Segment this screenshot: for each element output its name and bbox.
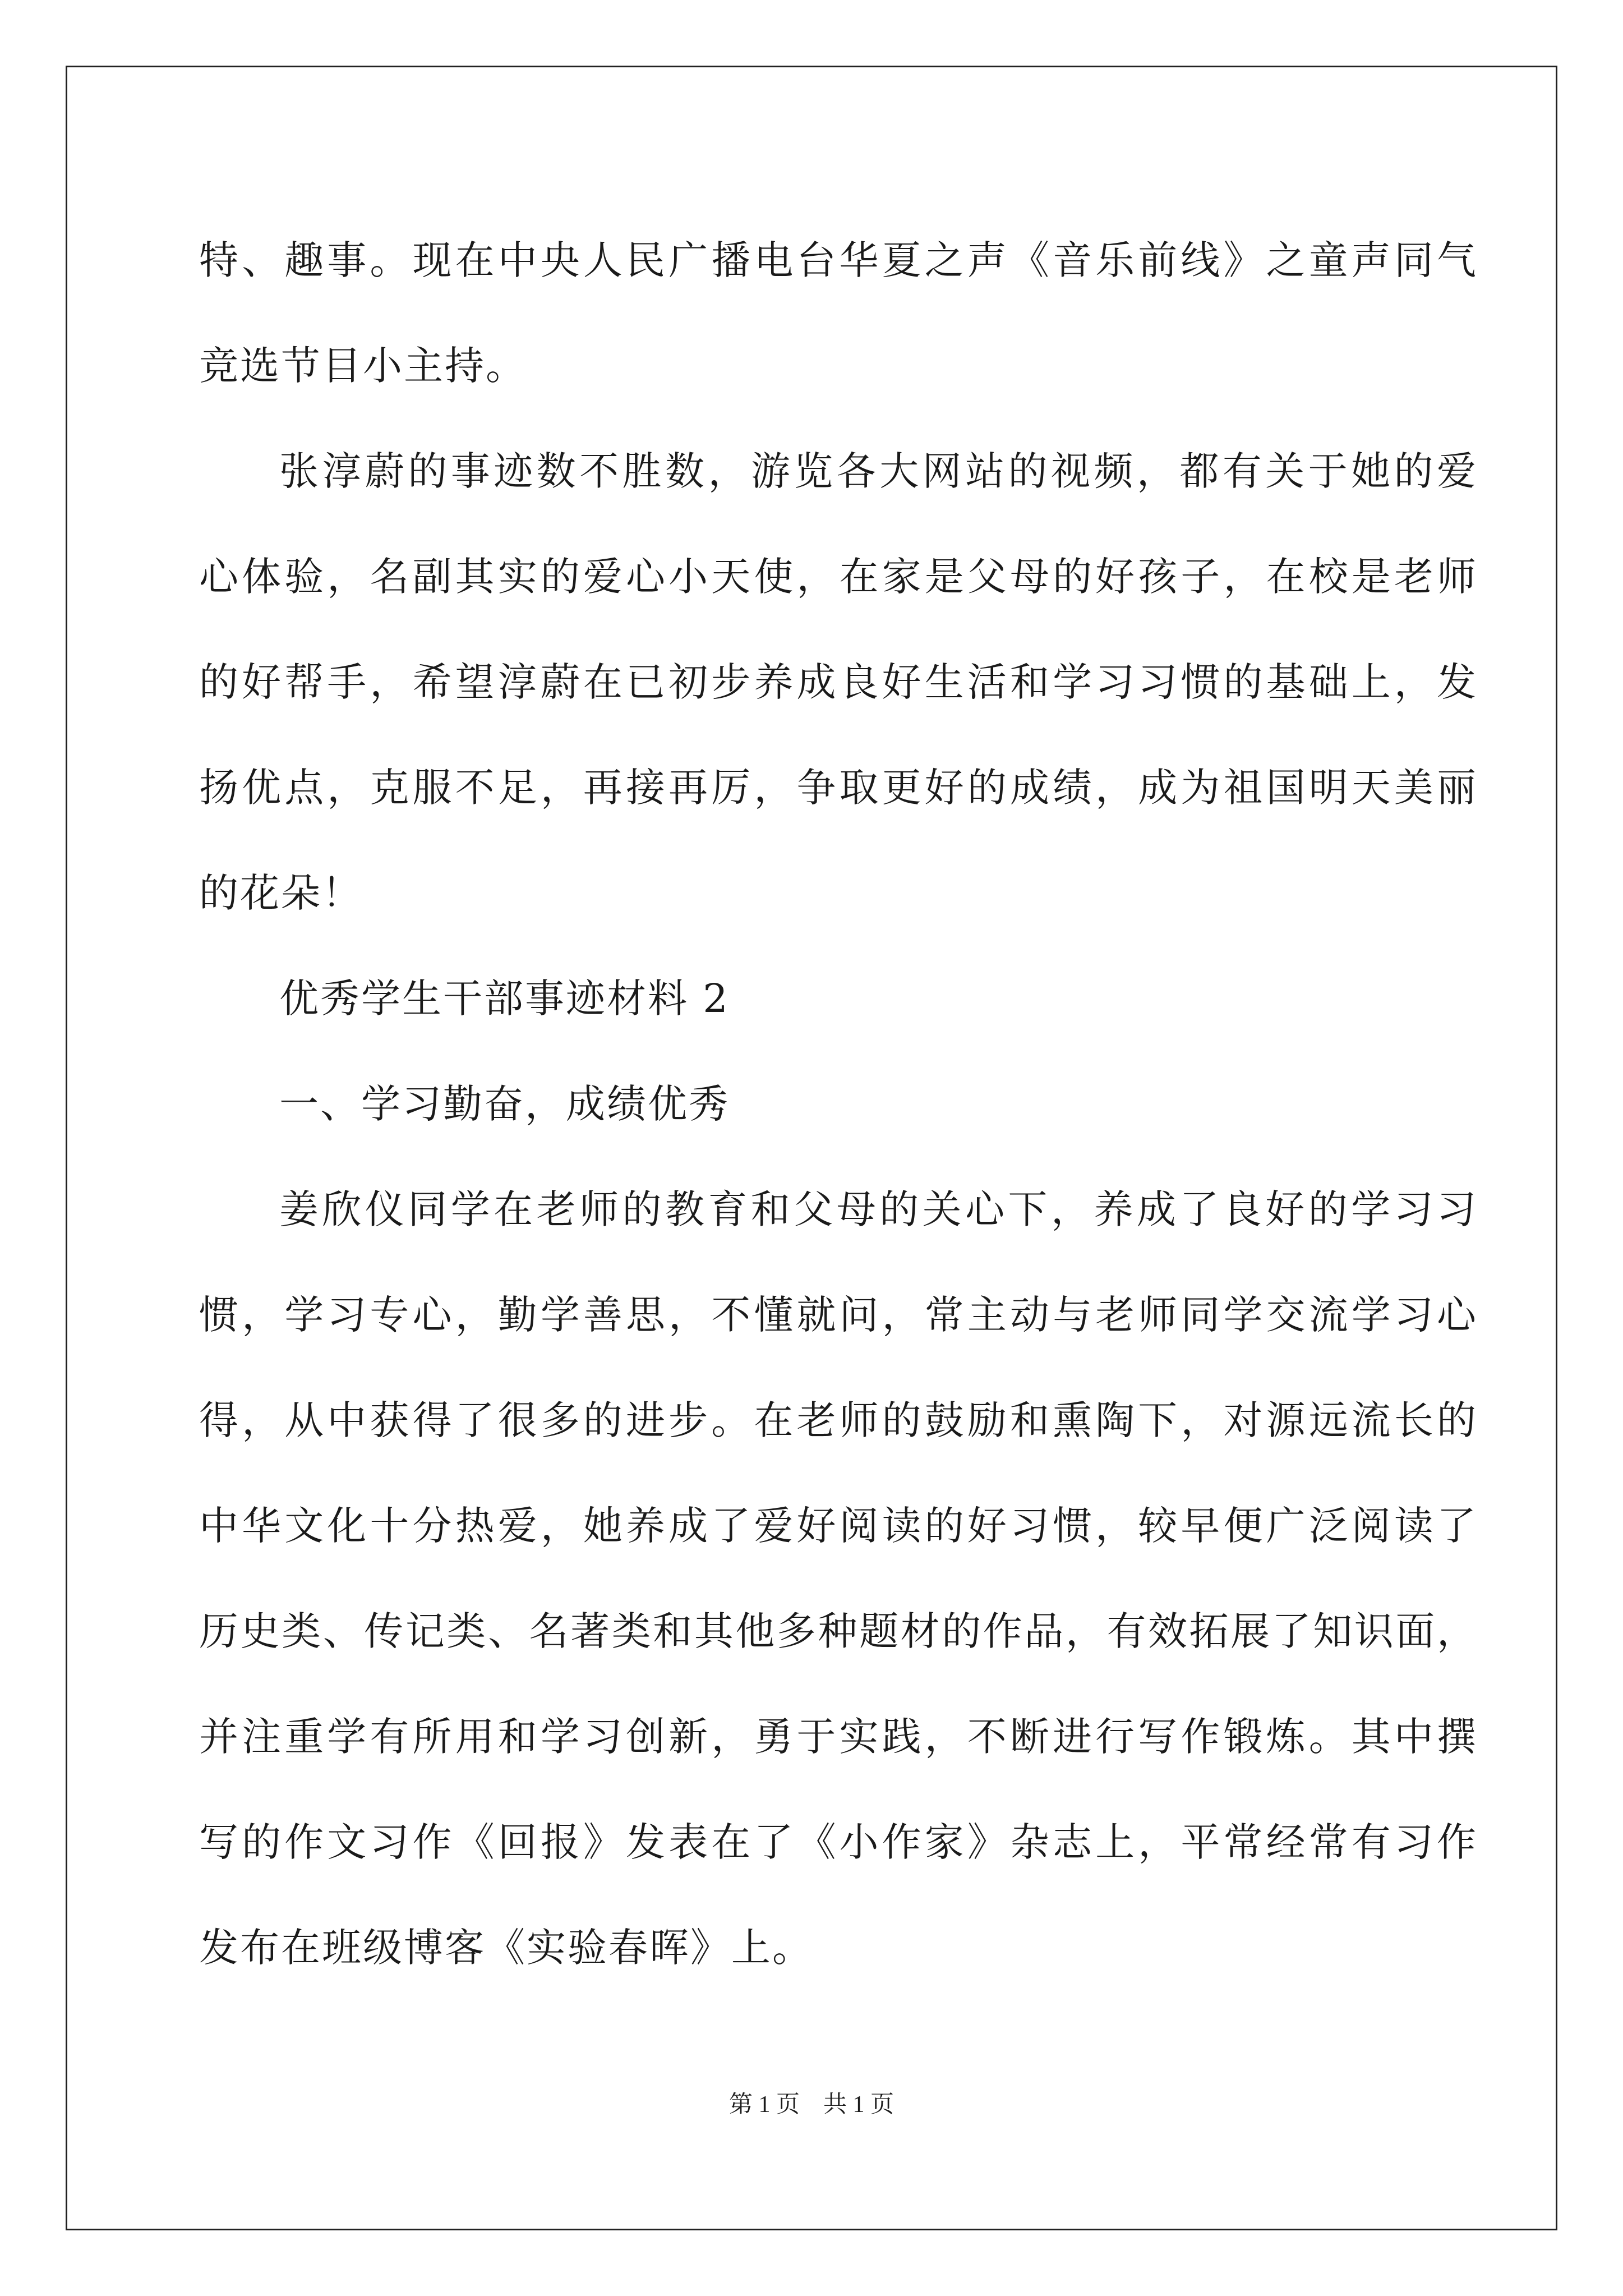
text-line: 心体验，名副其实的爱心小天使，在家是父母的好孩子，在校是老师: [199, 554, 1478, 600]
section-subtitle: 一、学习勤奋，成绩优秀: [279, 1081, 730, 1127]
text-line: 写的作文习作《回报》发表在了《小作家》杂志上，平常经常有习作: [199, 1819, 1478, 1865]
text-line: 的花朵！: [199, 870, 363, 916]
text-line: 发布在班级博客《实验春晖》上。: [199, 1925, 813, 1971]
text-line: 中华文化十分热爱，她养成了爱好阅读的好习惯，较早便广泛阅读了: [199, 1503, 1478, 1549]
text-line: 惯，学习专心，勤学善思，不懂就问，常主动与老师同学交流学习心: [199, 1292, 1478, 1338]
text-line: 竞选节目小主持。: [199, 343, 527, 389]
page-footer: 第 1 页 共 1 页: [728, 2092, 894, 2118]
text-line: 并注重学有所用和学习创新，勇于实践，不断进行写作锻炼。其中撰: [199, 1714, 1478, 1760]
text-line: 得，从中获得了很多的进步。在老师的鼓励和熏陶下，对源远流长的: [199, 1397, 1478, 1443]
document-body: [199, 208, 1478, 2000]
text-line: 特、趣事。现在中央人民广播电台华夏之声《音乐前线》之童声同气: [199, 237, 1478, 283]
text-line: 历史类、传记类、名著类和其他多种题材的作品，有效拓展了知识面，: [199, 1608, 1478, 1654]
section-title: 优秀学生干部事迹材料 2: [279, 976, 730, 1022]
text-line: 张淳蔚的事迹数不胜数，游览各大网站的视频，都有关于她的爱: [279, 448, 1478, 494]
text-line: 的好帮手，希望淳蔚在已初步养成良好生活和学习习惯的基础上，发: [199, 659, 1478, 705]
text-line: 姜欣仪同学在老师的教育和父母的关心下，养成了良好的学习习: [279, 1186, 1478, 1232]
text-line: 扬优点，克服不足，再接再厉，争取更好的成绩，成为祖国明天美丽: [199, 765, 1478, 811]
